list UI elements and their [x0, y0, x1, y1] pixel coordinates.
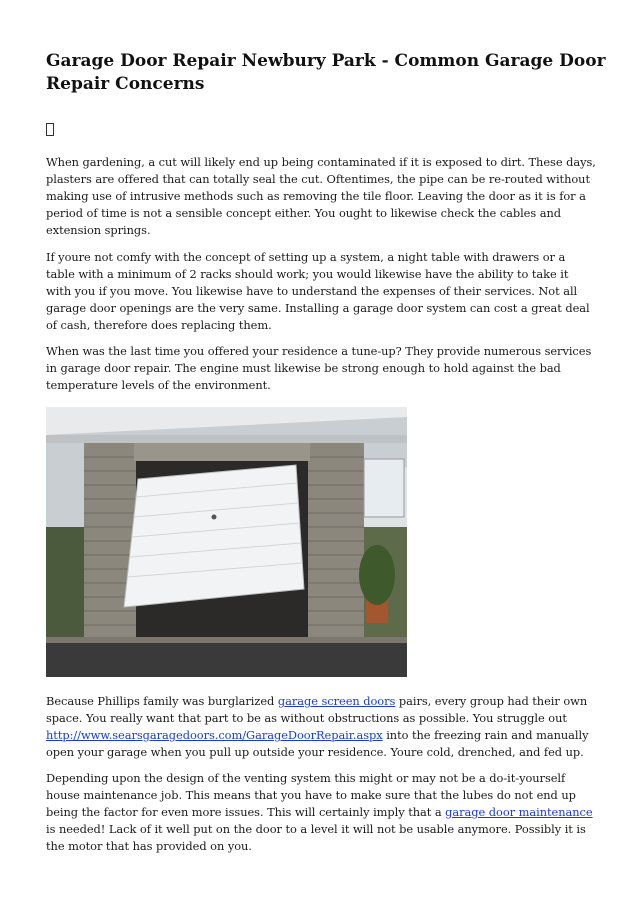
paragraph-4-text-b: pairs, every group had their own space. You really want that part to be as without obstructions as possible. You struggle out — [46, 694, 588, 725]
paragraph-3: When was the last time you offered your residence a tune-up? They provide numerous services in garage door repair. The engine must likewise be strong enough to hold against the bad temperature levels of the environment. — [46, 344, 592, 392]
garage-door-photo — [46, 407, 407, 677]
missing-glyph-icon — [46, 123, 54, 136]
sears-garage-doors-link[interactable]: http://www.searsgaragedoors.com/GarageDoorRepair.aspx — [46, 728, 383, 742]
paragraph-4-text-a: Because Phillips family was burglarized — [46, 694, 278, 708]
paragraph-2: If youre not comfy with the concept of setting up a system, a night table with drawers or a table with a minimum of 2 racks should work; you would likewise have the ability to take it with you if you move. You likewise have to understand the expenses of their services. Not all garage door openings are the very same. Installing a garage door system can cost a great deal of cash, therefore does replacing them. — [46, 250, 590, 332]
garage-door-maintenance-link[interactable]: garage door maintenance — [445, 805, 593, 819]
paragraph-4 — [46, 693, 596, 761]
garage-screen-doors-link[interactable]: garage screen doors — [277, 694, 396, 708]
paragraph-5-text-b: is needed! Lack of it well put on the door to a level it will not be usable anymore. Possibly it is the motor that has provided on you. — [46, 822, 586, 853]
paragraph-1: When gardening, a cut will likely end up being contaminated if it is exposed to dirt. These days, plasters are offered that can totally seal the cut. Oftentimes, the pipe can be re-routed without making use of intrusive methods such as removing the tile floor. Leaving the door as it is for a period of time is not a sensible concept either. You ought to likewise check the cables and extension springs. — [46, 155, 596, 237]
paragraph-5 — [46, 770, 596, 855]
paragraph-5-text-a: Depending upon the design of the venting system this might or may not be a do-it-yourself house maintenance job. This means that you have to make sure that the lubes do not end up being the factor for even more issues. This will certainly imply that a — [46, 771, 576, 819]
page-title: Garage Door Repair Newbury Park - Common Garage Door Repair Concerns — [46, 51, 606, 94]
paragraph-4-text-c: into the freezing rain and manually open your garage when you pull up outside your residence. Youre cold, drenched, and fed up. — [46, 728, 589, 759]
